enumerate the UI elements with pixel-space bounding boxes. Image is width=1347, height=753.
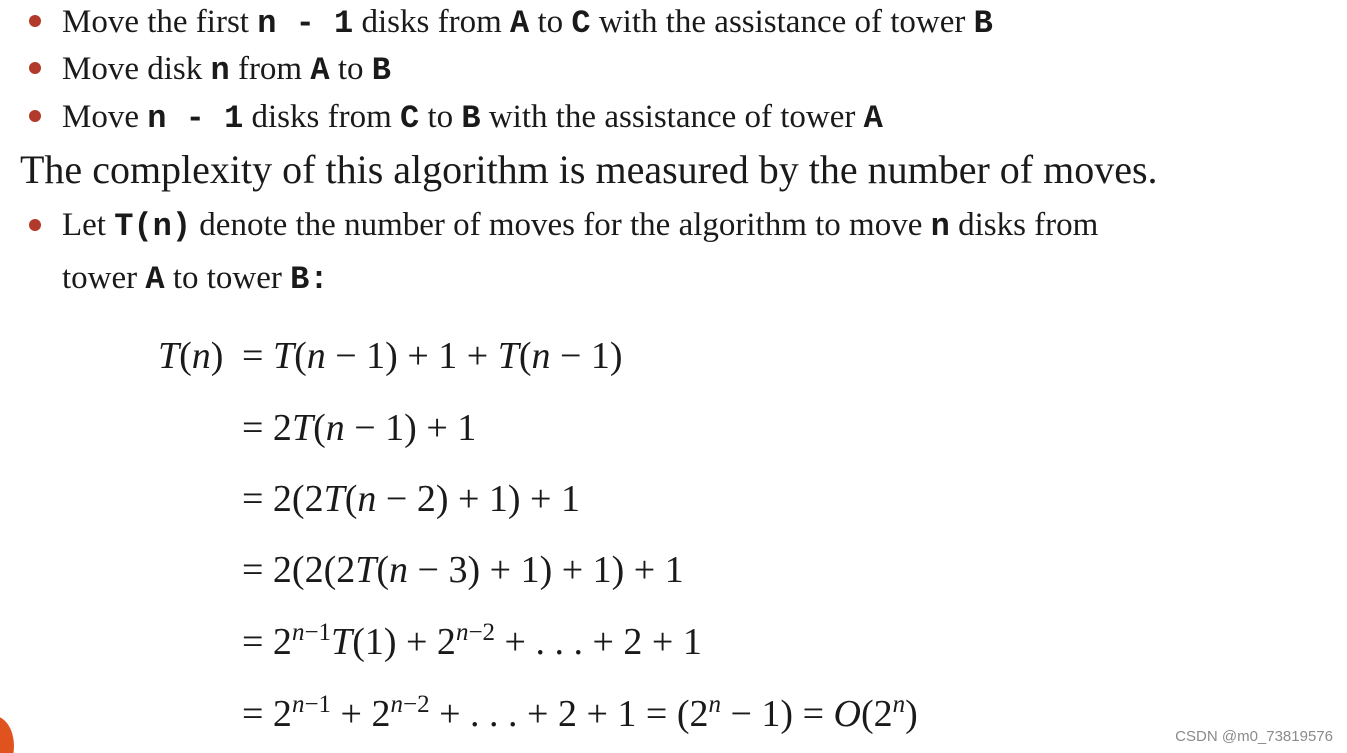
text-run: Move — [62, 99, 148, 135]
bullet-text — [62, 258, 329, 300]
bullet-dot-icon — [29, 15, 41, 27]
text-run: Let — [62, 207, 115, 243]
text-run: to — [419, 99, 462, 135]
text-run: with the assistance of tower — [480, 99, 864, 135]
eq-row-1: = T(n − 1) + 1 + T(n − 1) — [242, 335, 623, 377]
text-run: disks from — [353, 4, 510, 40]
text-run: tower — [62, 260, 146, 296]
code-term: n — [210, 52, 230, 89]
watermark: CSDN @m0_73819576 — [1175, 728, 1333, 745]
corner-decoration — [0, 716, 14, 753]
code-term: B — [461, 100, 481, 137]
complexity-heading: The complexity of this algorithm is measured by the number of moves. — [20, 147, 1158, 192]
eq-row-6: = $2^{n-1} + 2^{n-2}$ + . . . + $2 + 1 = (2^n - 1) = O(2^n)$ — [242, 691, 918, 735]
text-run: from — [229, 51, 311, 87]
text-run: to — [329, 51, 372, 87]
code-term: B: — [290, 261, 329, 298]
text-run: disks from — [243, 99, 401, 135]
code-term: B — [371, 52, 391, 89]
code-term: B — [973, 5, 993, 42]
bullet-text — [62, 205, 1098, 247]
code-term: n - 1 — [257, 5, 354, 42]
bullet-dot-icon — [29, 219, 41, 231]
code-term: A — [145, 261, 165, 298]
text-run: to tower — [164, 260, 291, 296]
eq-row-3: = 2(2T(n − 2) + 1) + 1 — [242, 478, 580, 520]
code-term: n - 1 — [147, 100, 244, 137]
code-term: n — [930, 208, 950, 245]
code-term: A — [863, 100, 883, 137]
text-run: Move disk — [62, 51, 211, 87]
code-term: C — [571, 5, 591, 42]
bullet-dot-icon — [29, 110, 41, 122]
eq-row-4: = 2(2(2T(n − 3) + 1) + 1) + 1 — [242, 549, 684, 591]
bullet-text — [62, 97, 883, 139]
text-run: Move the first — [62, 4, 258, 40]
eq-lhs: T(n) — [158, 335, 224, 377]
text-run: to — [529, 4, 572, 40]
bullet-dot-icon — [29, 62, 41, 74]
code-term: A — [509, 5, 530, 42]
text-run: denote the number of moves for the algorithm to move — [191, 207, 931, 243]
bullet-text — [62, 2, 993, 44]
text-run: with the assistance of tower — [590, 4, 974, 40]
eq-row-5: = $2^{n-1}T(1) + 2^{n-2}$ + . . . + 2 + 1 — [242, 619, 702, 663]
text-run: disks from — [949, 207, 1099, 243]
code-term: T(n) — [114, 208, 192, 245]
eq-row-2: = 2T(n − 1) + 1 — [242, 407, 477, 449]
code-term: C — [400, 100, 420, 137]
code-term: A — [310, 52, 330, 89]
bullet-text — [62, 49, 391, 91]
